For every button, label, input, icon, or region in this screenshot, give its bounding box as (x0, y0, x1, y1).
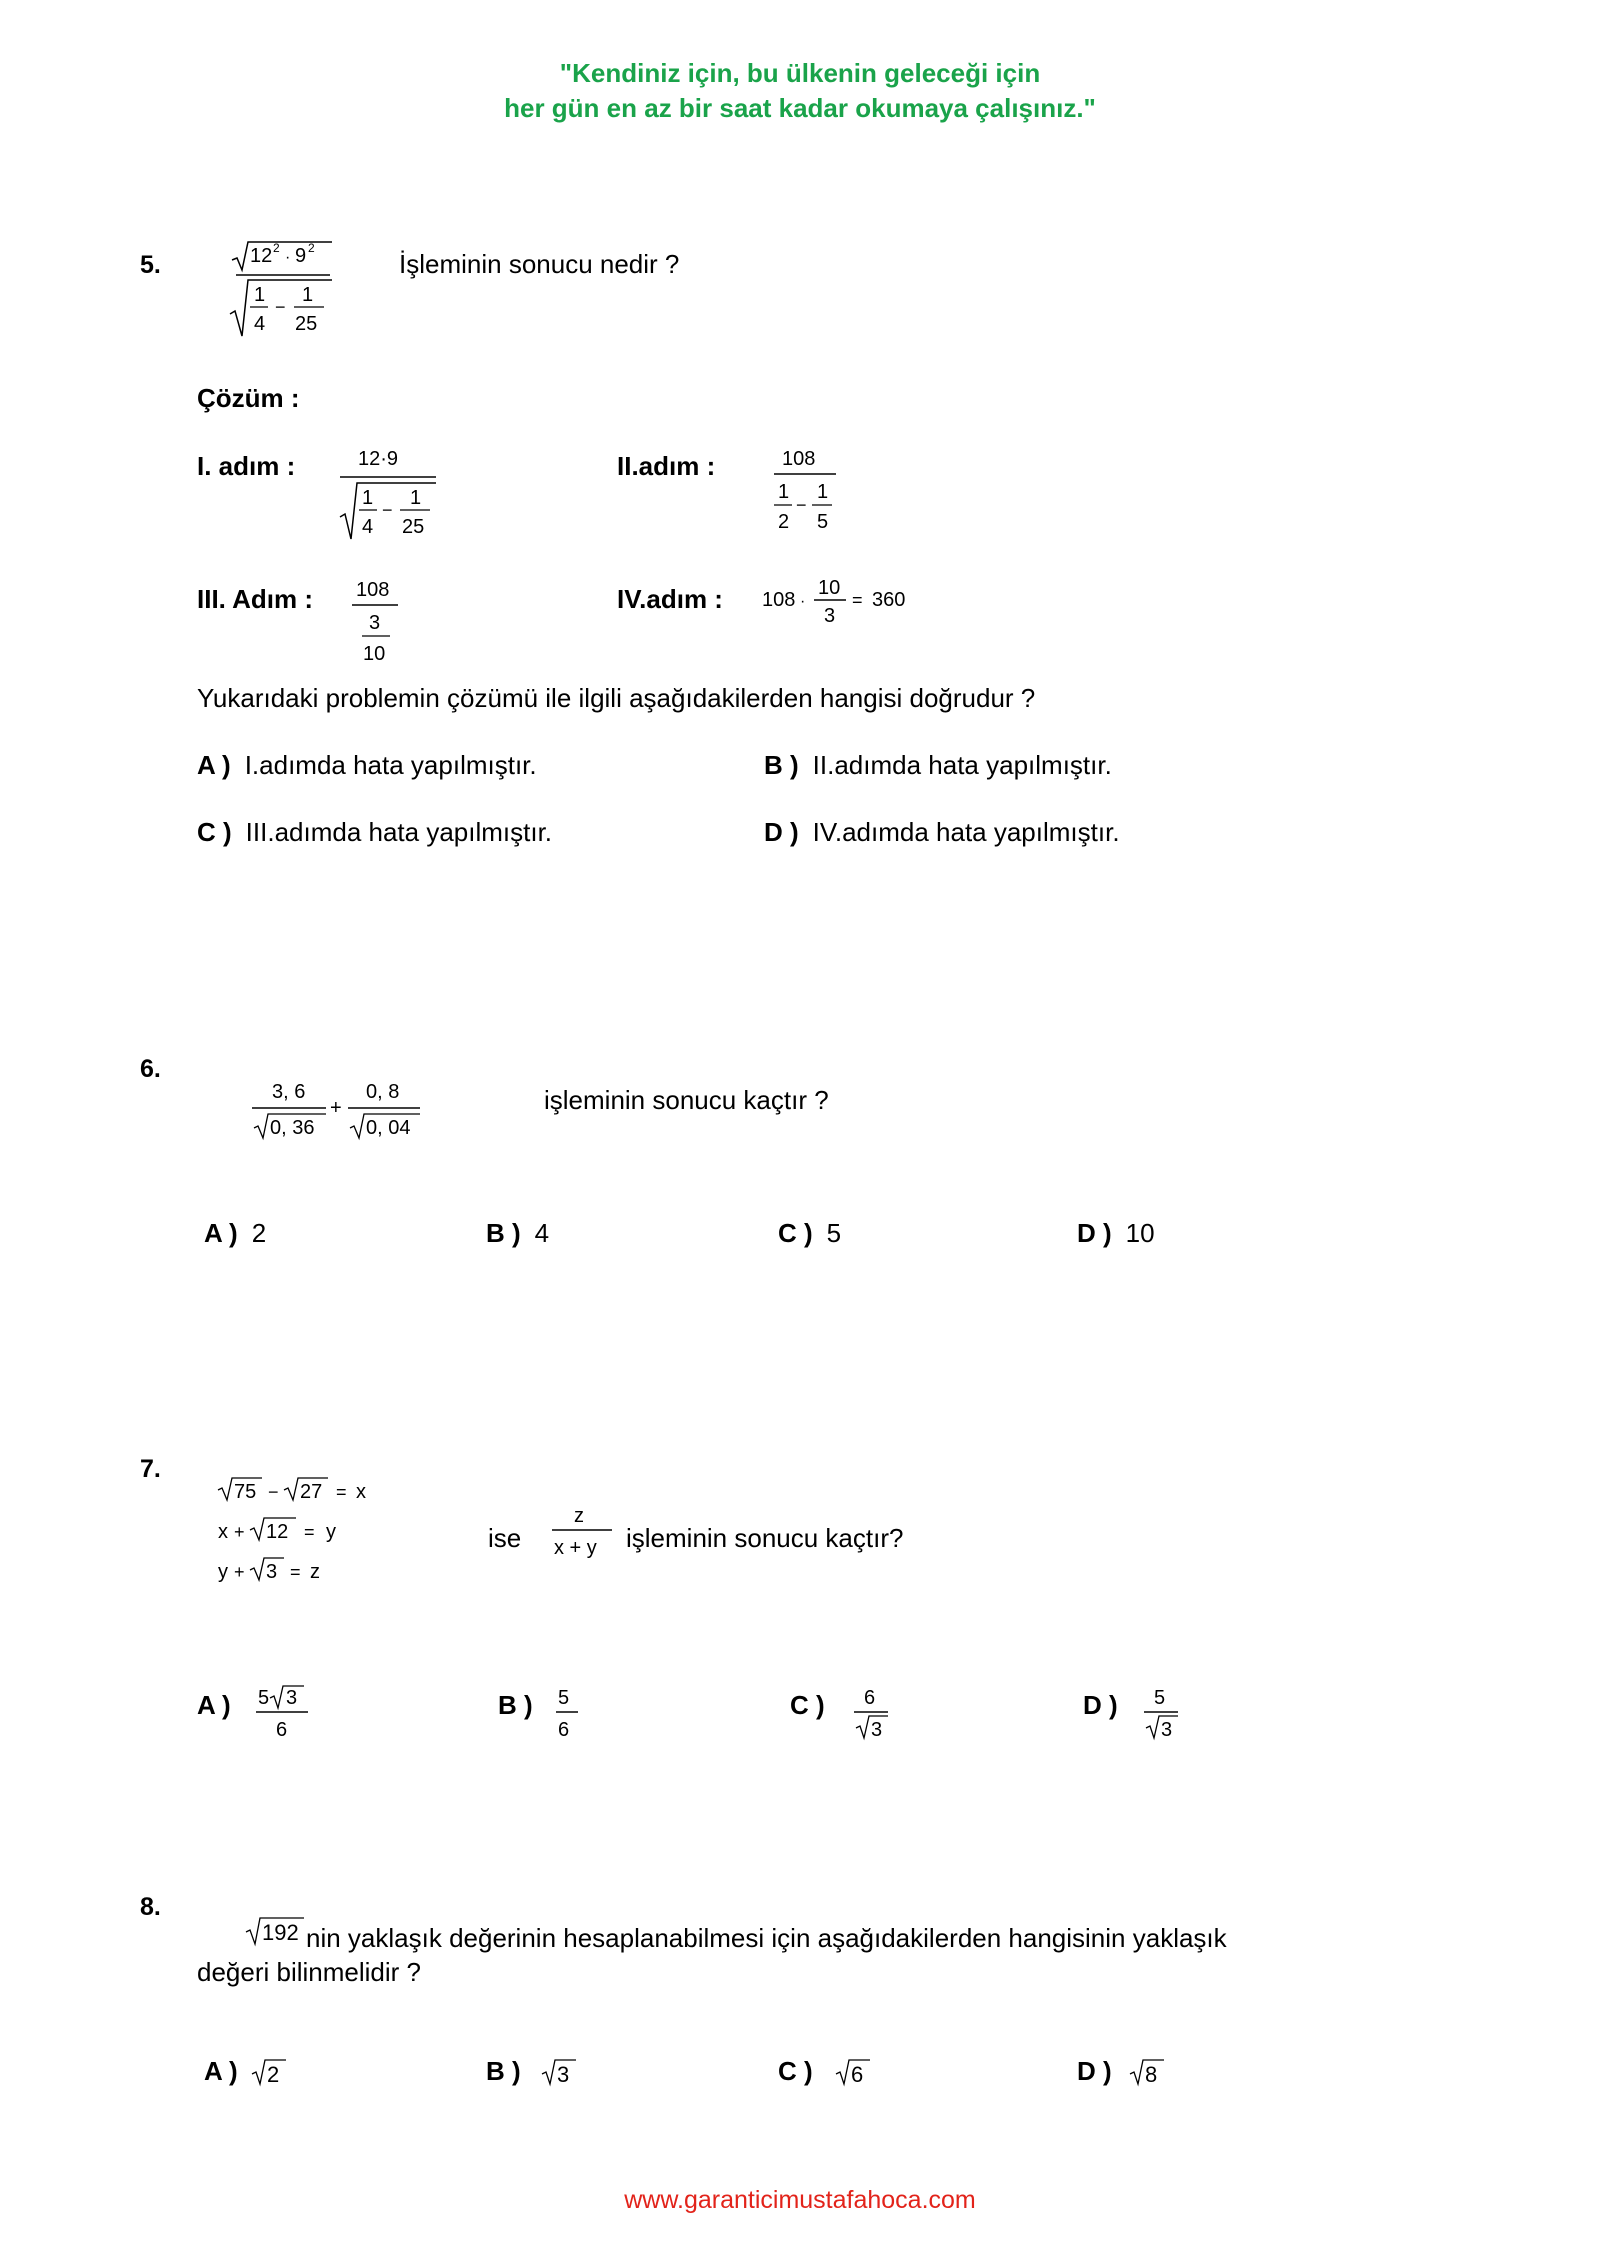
q5-step1-label: I. adım : (197, 451, 296, 481)
q5-option-a[interactable] (197, 750, 537, 781)
q8-root-value: 192 (262, 1920, 299, 1945)
q5-step2-label: II.adım : (617, 451, 716, 481)
q5-step4-res: 360 (872, 589, 906, 611)
footer-url[interactable]: www.garanticimustafahoca.com (624, 2186, 976, 2214)
q7-option-b-value (554, 1680, 584, 1744)
q5-step2-f2d: 5 (817, 511, 829, 533)
option-label: B ) (764, 750, 799, 780)
option-label: A ) (197, 1690, 231, 1720)
q7-option-a-value (254, 1680, 314, 1744)
q6-expression (248, 1076, 428, 1146)
q6-f1-num: 3, 6 (272, 1081, 306, 1103)
option-text: IV.adımda hata yapılmıştır. (812, 817, 1120, 847)
option-label: A ) (204, 1218, 238, 1248)
option-label: D ) (1077, 2056, 1112, 2086)
q5-solution-label: Çözüm : (197, 383, 300, 413)
q5-f2-den: 25 (295, 313, 318, 335)
q8-option-c[interactable] (778, 2056, 827, 2087)
q6-option-c[interactable] (778, 1218, 841, 1249)
q8-option-d[interactable] (1077, 2056, 1126, 2087)
q7-a-num: 5 (258, 1687, 270, 1709)
svg-text:=: = (336, 1482, 347, 1502)
q8-d-root: 8 (1145, 2062, 1158, 2087)
quote-line-1: "Kendiniz için, bu ülkenin geleceği için (559, 58, 1041, 88)
q6-f2-num: 0, 8 (366, 1081, 400, 1103)
q6-option-a[interactable] (204, 1218, 266, 1249)
option-text: I.adımda hata yapılmıştır. (244, 750, 537, 780)
q5-step1-num: 12·9 (358, 448, 399, 470)
option-label: D ) (1077, 1218, 1112, 1248)
q8-line-1: nin yaklaşık değerinin hesaplanabilmesi için aşağıdakilerden hangisinin yaklaşık (306, 1923, 1227, 1953)
option-text: 10 (1125, 1218, 1155, 1248)
svg-text:−: − (275, 297, 286, 317)
option-label: C ) (790, 1690, 825, 1720)
q7-d-root: 3 (1161, 1719, 1173, 1741)
q5-option-b[interactable] (764, 750, 1112, 781)
q7-c-num: 6 (864, 1687, 876, 1709)
q7-eq3-l: y (218, 1561, 228, 1583)
q5-option-c[interactable] (197, 817, 552, 848)
svg-text:·: · (285, 249, 291, 266)
question-number-5: 5. (140, 251, 161, 279)
q5-base-12: 12 (250, 245, 273, 267)
svg-text:−: − (796, 495, 807, 515)
q5-step2-expression (770, 443, 840, 543)
q5-step3-expression (350, 574, 410, 674)
q8-option-b-value (540, 2052, 580, 2088)
q5-step4-fd: 3 (824, 605, 836, 627)
q5-f2-num: 1 (302, 284, 314, 306)
q8-option-b[interactable] (486, 2056, 535, 2087)
q6-f1-den: 0, 36 (270, 1117, 315, 1139)
q8-root-192 (242, 1912, 306, 1948)
q7-b-den: 6 (558, 1719, 570, 1741)
q5-step1-f2n: 1 (410, 487, 422, 509)
q5-step1-f1n: 1 (362, 487, 374, 509)
q5-base-9: 9 (295, 245, 307, 267)
quote-line-2: her gün en az bir saat kadar okumaya çalışınız." (504, 93, 1096, 123)
q8-a-root: 2 (267, 2062, 280, 2087)
option-label: D ) (1083, 1690, 1118, 1720)
q7-option-c[interactable] (790, 1690, 839, 1721)
q5-expression (228, 238, 338, 340)
q5-step4-a: 108 (762, 589, 796, 611)
q7-option-d-value (1142, 1680, 1184, 1744)
q5-step4-fn: 10 (818, 577, 841, 599)
svg-text:+: + (330, 1097, 342, 1119)
q5-question: İşleminin sonucu nedir ? (399, 249, 680, 279)
q5-step4-expression (760, 570, 920, 630)
option-text: III.adımda hata yapılmıştır. (245, 817, 553, 847)
q5-step1-expression (334, 443, 444, 543)
q5-step3-dn: 3 (369, 612, 381, 634)
q7-eq1-r: x (356, 1481, 366, 1503)
q5-f1-den: 4 (254, 313, 266, 335)
q7-ratio-den: x + y (554, 1537, 597, 1559)
q7-option-a[interactable] (197, 1690, 245, 1721)
q7-ise: ise (488, 1523, 522, 1553)
q8-c-root: 6 (851, 2062, 864, 2087)
q8-b-root: 3 (557, 2062, 570, 2087)
svg-text:=: = (304, 1522, 315, 1542)
q7-b-num: 5 (558, 1687, 570, 1709)
q7-a-root: 3 (286, 1687, 298, 1709)
svg-text:=: = (852, 590, 863, 610)
option-text: II.adımda hata yapılmıştır. (812, 750, 1112, 780)
question-number-6: 6. (140, 1055, 161, 1083)
q5-step3-dd: 10 (363, 643, 386, 665)
q7-option-d[interactable] (1083, 1690, 1132, 1721)
q6-option-b[interactable] (486, 1218, 549, 1249)
q7-eq2-b: 12 (266, 1521, 289, 1543)
option-label: B ) (486, 2056, 521, 2086)
q7-eq1-a: 75 (234, 1481, 257, 1503)
option-label: A ) (197, 750, 231, 780)
q8-option-a-value (250, 2052, 290, 2088)
q7-option-c-value (852, 1680, 894, 1744)
q5-f1-num: 1 (254, 284, 266, 306)
q7-ratio (548, 1502, 616, 1566)
q7-option-b[interactable] (498, 1690, 547, 1721)
question-number-8: 8. (140, 1893, 161, 1921)
svg-text:=: = (290, 1562, 301, 1582)
option-label: C ) (778, 1218, 813, 1248)
q5-exp-1: 2 (273, 241, 280, 255)
option-label: C ) (197, 817, 232, 847)
q7-eq1-b: 27 (300, 1481, 323, 1503)
q5-step2-num: 108 (782, 448, 816, 470)
q7-ratio-num: z (574, 1505, 584, 1527)
q8-option-c-value (834, 2052, 874, 2088)
svg-text:+: + (234, 1522, 245, 1542)
q8-option-a[interactable] (204, 2056, 252, 2087)
svg-text:−: − (382, 500, 393, 520)
q5-exp-2: 2 (308, 241, 315, 255)
q7-equations (214, 1470, 394, 1600)
q7-eq2-l: x (218, 1521, 228, 1543)
option-label: B ) (498, 1690, 533, 1720)
option-label: C ) (778, 2056, 813, 2086)
q6-question: işleminin sonucu kaçtır ? (544, 1085, 829, 1115)
q5-step2-f1d: 2 (778, 511, 790, 533)
q8-option-d-value (1128, 2052, 1168, 2088)
q7-d-num: 5 (1154, 1687, 1166, 1709)
q7-question: işleminin sonucu kaçtır? (626, 1523, 904, 1553)
q5-step2-f1n: 1 (778, 481, 790, 503)
svg-text:·: · (800, 593, 806, 610)
q5-step1-f1d: 4 (362, 516, 374, 538)
q5-step2-f2n: 1 (817, 481, 829, 503)
q5-prompt: Yukarıdaki problemin çözümü ile ilgili aşağıdakilerden hangisi doğrudur ? (197, 683, 1036, 713)
option-label: D ) (764, 817, 799, 847)
option-label: B ) (486, 1218, 521, 1248)
q6-f2-den: 0, 04 (366, 1117, 411, 1139)
svg-text:−: − (268, 1482, 279, 1502)
svg-text:+: + (234, 1562, 245, 1582)
q7-eq3-r: z (310, 1561, 320, 1583)
option-text: 5 (826, 1218, 842, 1248)
q5-step4-label: IV.adım : (617, 584, 723, 614)
q7-eq2-r: y (326, 1521, 336, 1543)
q5-step1-f2d: 25 (402, 516, 425, 538)
q8-line-2: değeri bilinmelidir ? (197, 1957, 421, 1987)
q5-step3-num: 108 (356, 579, 390, 601)
question-number-7: 7. (140, 1455, 161, 1483)
q6-option-d[interactable] (1077, 1218, 1155, 1249)
q7-c-root: 3 (871, 1719, 883, 1741)
q7-a-den: 6 (276, 1719, 288, 1741)
q7-eq3-b: 3 (266, 1561, 278, 1583)
option-text: 2 (251, 1218, 267, 1248)
option-label: A ) (204, 2056, 238, 2086)
q5-step3-label: III. Adım : (197, 584, 314, 614)
q5-option-d[interactable] (764, 817, 1120, 848)
option-text: 4 (534, 1218, 550, 1248)
